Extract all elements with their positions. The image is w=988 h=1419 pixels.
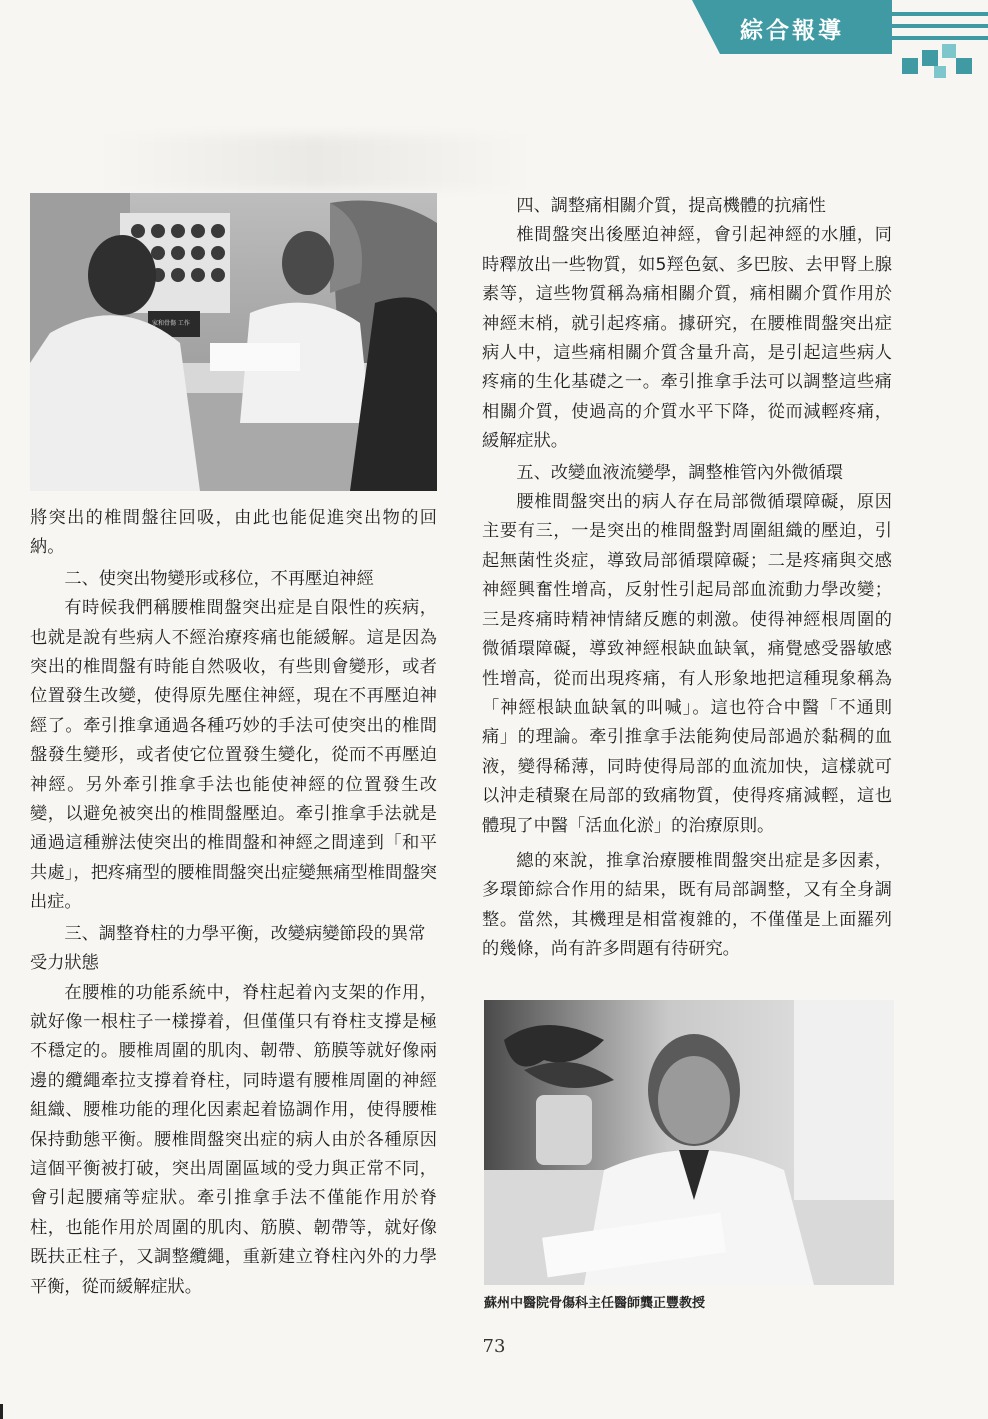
doctor-consultation-photo: [30, 193, 437, 491]
lightbox-caption: 家和骨傷 工作: [152, 320, 190, 327]
section-heading: 三、調整脊柱的力學平衡，改變病變節段的異常受力狀態: [30, 923, 426, 974]
decor-square: [942, 44, 956, 58]
decor-square: [934, 66, 946, 78]
paragraph: 腰椎間盤突出的病人存在局部微循環障礙，原因主要有三，一是突出的椎間盤對周圍組織的壓迫，引起無菌性炎症，導致局部循環障礙；二是疼痛與交感神經興奮性增高，反射性引起局部血流動力學改變；三是疼痛時精神情緒反應的刺激。使得神經根周圍的微循環障礙，導致神經根缺血缺氧，痛覺感受器敏感性增高，從而出現疼痛，有人形象地把這種現象稱為「神經根缺血缺氧的叫喊」。這也符合中醫「不通則痛」的理論。牽引推拿手法能夠使局部過於黏稠的血液，變得稀薄，同時使得局部的血流加快，這樣就可以沖走積聚在局部的致痛物質，使得疼痛減輕，這也體現了中醫「活血化淤」的治療原則。: [482, 492, 892, 836]
section-title: 綜合報導: [740, 18, 844, 44]
paragraph: 有時候我們稱腰椎間盤突出症是自限性的疾病，也就是說有些病人不經治療疼痛也能緩解。這是因為突出的椎間盤有時能自然吸收，有些則會變形，或者位置發生改變，使得原先壓住神經，現在不再壓迫神經了。牽引推拿通過各種巧妙的手法可使突出的椎間盤發生變形，或者使它位置發生變化，從而不再壓迫神經。另外牽引推拿手法也能使神經的位置發生改變，以避免被突出的椎間盤壓迫。牽引推拿手法就是通過這種辦法使突出的椎間盤和神經之間達到「和平共處」，把疼痛型的腰椎間盤突出症變無痛型椎間盤突出症。: [30, 598, 437, 913]
section-heading: 二、使突出物變形或移位，不再壓迫神經: [64, 568, 374, 589]
photo-caption: 蘇州中醫院骨傷科主任醫師龔正豐教授: [484, 1296, 706, 1311]
paragraph: 在腰椎的功能系統中，脊柱起着內支架的作用，就好像一根柱子一樣撐着，但僅僅只有脊柱支撐是極不穩定的。腰椎周圍的肌肉、韌帶、筋膜等就好像兩邊的纜繩牽拉支撐着脊柱，同時還有腰椎周圍的神經組織、腰椎功能的理化因素起着協調作用，使得腰椎保持動態平衡。腰椎間盤突出症的病人由於各種原因這個平衡被打破，突出周圍區域的受力與正常不同，會引起腰痛等症狀。牽引推拿手法不僅能作用於脊柱，也能作用於周圍的肌肉、筋膜、韌帶等，就好像既扶正柱子，又調整纜繩，重新建立脊柱內外的力學平衡，從而緩解症狀。: [30, 982, 437, 1297]
faded-watermark: [95, 135, 535, 190]
paragraph: 將突出的椎間盤往回吸，由此也能促進突出物的回納。: [30, 508, 437, 558]
section-heading: 五、改變血液流變學，調整椎管內外微循環: [516, 462, 843, 483]
header-stripe: [892, 24, 988, 28]
scan-edge-mark: [0, 1404, 3, 1419]
page-number: 73: [482, 1336, 506, 1357]
header-stripe: [892, 36, 988, 40]
decor-square: [902, 58, 918, 74]
paragraph: 總的來說，推拿治療腰椎間盤突出症是多因素，多環節綜合作用的結果，既有局部調整，又有全身調整。當然，其機理是相當複雜的，不僅僅是上面羅列的幾條，尚有許多問題有待研究。: [482, 850, 892, 960]
left-text-column: [30, 504, 437, 1302]
section-heading: 四、調整痛相關介質，提高機體的抗痛性: [516, 196, 826, 216]
right-text-column: [482, 192, 892, 965]
header-stripe: [892, 12, 988, 16]
decor-square: [956, 58, 972, 74]
professor-portrait-photo: [484, 1000, 894, 1285]
decor-square: [922, 50, 938, 66]
paragraph: 椎間盤突出後壓迫神經，會引起神經的水腫，同時釋放出一些物質，如5羥色氨、多巴胺、去甲腎上腺素等，這些物質稱為痛相關介質，痛相關介質作用於神經末梢，就引起疼痛。據研究，在腰椎間盤突出症病人中，這些痛相關介質含量升高，是引起這些病人疼痛的生化基礎之一。牽引推拿手法可以調整這些痛相關介質，使過高的介質水平下降，從而減輕疼痛，緩解症狀。: [482, 225, 892, 452]
